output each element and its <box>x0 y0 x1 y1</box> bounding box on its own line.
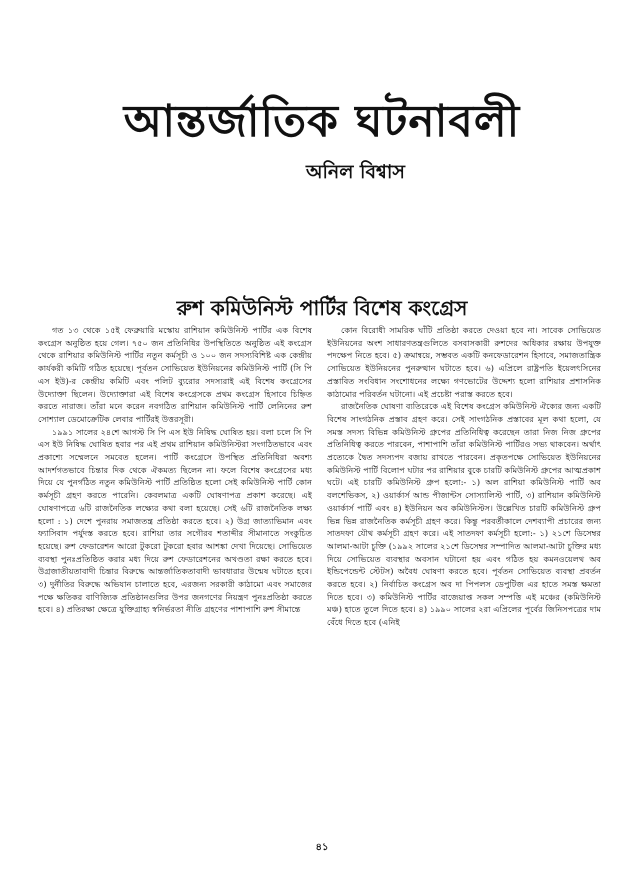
paragraph: গত ১৩ থেকে ১৫ই ফেব্রুয়ারি মস্কোয় রাশিয়ান কমিউনিস্ট পার্টির এক বিশেষ কংগ্রেস অনুষ্ঠিত হয়ে গেল। ৭৫০ জন প্রতিনিধির উপস্থিতিতে অনুষ্ঠিত এই কংগ্রেস থেকে রাশিয়ার কমিউনিস্ট পার্টির নতুন কর্মসূচী ও ১০০ জন সদস্যবিশিষ্ট এক কেন্দ্রীয় কার্যকরী কমিটি গঠিত হয়েছে। পূর্বতন সোভিয়েত ইউনিয়নের কমিউনিস্ট পার্টি (সি পি এস ইউ)-র কেন্দ্রীয় কমিটি এবং পলিট ব্যুরোর সদস্যরাই এই বিশেষ কংগ্রেসের উদ্যোক্তা ছিলেন। উদ্যোক্তারা এই বিশেষ কংগ্রেসকে প্রথম কংগ্রেস হিসাবে চিহ্নিত করতে নারাজ। তাঁরা মনে করেন নবগঠিত রাশিয়ান কমিউনিস্ট পার্টি লেনিনের রুশ সোশ্যাল ডেমোক্রেটিক লেবার পার্টিরই উত্তরসূরী। <box>38 325 312 424</box>
section-heading: রুশ কমিউনিস্ট পার্টির বিশেষ কংগ্রেস <box>176 296 468 320</box>
paragraph: ১৯৯১ সালের ২৪শে আগস্ট সি পি এস ইউ নিষিদ্ধ ঘোষিত হয়। বলা চলে সি পি এস ইউ নিষিদ্ধ ঘোষিত হবার পর এই প্রথম রাশিয়ান কমিউনিস্টরা সংগঠিতভাবে এবং প্রকাশ্যে সম্মেলনে সমবেত হলেন। পার্টি কংগ্রেসে উপস্থিত প্রতিনিধিরা অবশ্য আদর্শগতভাবে চিন্তার দিক থেকে ঐকমত্য ছিলেন না। ফলে বিশেষ কংগ্রেসের মধ্য দিয়ে যে পুনর্গঠিত নতুন কমিউনিস্ট পার্টি প্রতিষ্ঠিত হলো সেই কমিউনিস্ট পার্টি কোন কর্মসূচী গ্রহণ করতে পারেনি। কেবলমাত্র একটি ঘোষণাপত্র প্রকাশ করেছে। এই ঘোষণাপত্রে ৬টি রাজনৈতিক লক্ষ্যের কথা বলা হয়েছে। সেই ৬টি রাজনৈতিক লক্ষ্য হলো : ১) দেশে পুনরায় সমাজতন্ত্র প্রতিষ্ঠা করতে হবে। ২) উগ্র জাত্যাভিমান এবং ফ্যাসিবাদ পর্যুদস্ত করতে হবে। রাশিয়া তার সগৌরব শতাব্দীর সীমানাতে সংকুচিত হয়েছে। রুশ ফেডারেশন আরো টুকরো টুকরো হবার আশঙ্কা দেখা দিয়েছে। সোভিয়েত ব্যবস্থা পুনঃপ্রতিষ্ঠিত করার মধ্য দিয়ে রুশ ফেডারেশনের অখণ্ডতা রক্ষা করতে হবে। উগ্রজাতীয়তাবাদী চিন্তার বিরুদ্ধে আন্তর্জাতিকতাবাদী ভাবধারার উন্মেষ ঘটাতে হবে। ৩) দুর্নীতির বিরুদ্ধে অভিযান চালাতে হবে, এরজন্য সরকারী কাঠামো এবং সমাজের পক্ষে ক্ষতিকর বাণিজ্যিক প্রতিষ্ঠানগুলির উপর জনগণের নিয়ন্ত্রণ পুনঃপ্রতিষ্ঠা করতে হবে। ৪) প্রতিরক্ষা ক্ষেত্রে যুক্তিগ্রাহ্য স্বনির্ভরতা নীতি গ্রহণের পাশাপাশি রুশ সীমান্তে <box>38 426 312 615</box>
paragraph: কোন বিরোধী সামরিক ঘাঁটি প্রতিষ্ঠা করতে দেওয়া হবে না। সাবেক সোভিয়েত ইউনিয়নের অংশ সাধারণতন্ত্রগুলিতে বসবাসকারী রুশদের অধিকার রক্ষায় উপযুক্ত পদক্ষেপ নিতে হবে। ৫) ক্রমান্বয়ে, সম্ভবত একটি কনফেডারেশন হিসাবে, সমাজতান্ত্রিক সোভিয়েত ইউনিয়নের পুনরুত্থান ঘটাতে হবে। ৬) এপ্রিলে রাষ্ট্রপতি ইয়েলৎসিনের প্রস্তাবিত সংবিধান সংশোধনের লক্ষ্যে গণভোটের উদ্দেশ্য হলো রাশিয়ার প্রশাসনিক কাঠামোর পরিবর্তন ঘটানো। এই প্রচেষ্টা পরাস্ত করতে হবে। <box>327 325 601 399</box>
page-number: ৪১ <box>315 842 329 853</box>
right-column <box>327 324 601 834</box>
paragraph: রাজনৈতিক ঘোষণা ব্যতিরেকে এই বিশেষ কংগ্রেস কমিউনিস্ট ঐক্যের জন্য একটি বিশেষ সাংগঠনিক প্রস্তাব গ্রহণ করে। সেই সাংগঠনিক প্রস্তাবের মূল কথা হলো, যে সমস্ত সদস্য বিভিন্ন কমিউনিস্ট গ্রুপের প্রতিনিধিত্ব করেছেন তারা নিজ নিজ গ্রুপের প্রতিনিধিত্ব করতে পারবেন, পাশাপাশি তাঁরা কমিউনিস্ট পার্টিরও সভ্য থাকবেন। অর্থাৎ প্রত্যেকে দ্বৈত সদস্যপদ বজায় রাখতে পারবেন। প্রকৃতপক্ষে সোভিয়েত ইউনিয়নের কমিউনিস্ট পার্টি বিলোপ ঘটার পর রাশিয়ার বুকে চারটি কমিউনিস্ট গ্রুপের আত্মপ্রকাশ ঘটে। এই চারটি কমিউনিস্ট গ্রুপ হলো:- ১) অল রাশিয়া কমিউনিস্ট পার্টি অব বলশেভিকস, ২) ওয়ার্কার্স আন্ড পীজান্টস সোস্যালিস্ট পার্টি, ৩) রাশিয়ান কমিউনিস্ট ওয়ার্কার্স পার্টি এবং ৪) ইউনিয়ন অব কমিউনিস্টস। উল্লেখিত চারটি কমিউনিস্ট গ্রুপ ভিন্ন ভিন্ন রাজনৈতিক কর্মসূচী গ্রহণ করে। কিন্তু পরবর্তীকালে দেশব্যাপী প্রচারের জন্য সাতদফা যৌথ কর্মসূচী গ্রহণ করে। এই সাতদফা কর্মসূচী হলো:- ১) ২১শে ডিসেম্বর আলমা-আটা চুক্তি (১৯৯২ সালের ২১শে ডিসেম্বর সম্পাদিত আলমা-আটা চুক্তির মধ্য দিয়ে সোভিয়েত ব্যবস্থার অবসান ঘটানো হয় এবং গঠিত হয় কমনওয়েলথ অব ইন্ডিপেন্ডেন্ট স্টেটস) অবৈধ ঘোষণা করতে হবে। পূর্বতন সোভিয়েত ব্যবস্থা প্রবর্তন করতে হবে। ২) নির্বাচিত কংগ্রেস অব দা পিপলস ডেপুটিজ এর হাতে সমস্ত ক্ষমতা দিতে হবে। ৩) কমিউনিস্ট পার্টির বাজেয়াপ্ত সকল সম্পত্তি এই মঞ্চের (কমিউনিস্ট মঞ্চ) হাতে তুলে দিতে হবে। ৪) ১৯৯০ সালের ২রা এপ্রিলের পূর্বের জিনিসপত্রের দাম বেঁধে দিতে হবে (এনিই <box>327 401 601 628</box>
author-name: অনিল বিশ্বাস <box>306 161 405 183</box>
page-title: আন্তর্জাতিক ঘটনাবলী <box>123 96 521 147</box>
left-column <box>38 324 312 834</box>
